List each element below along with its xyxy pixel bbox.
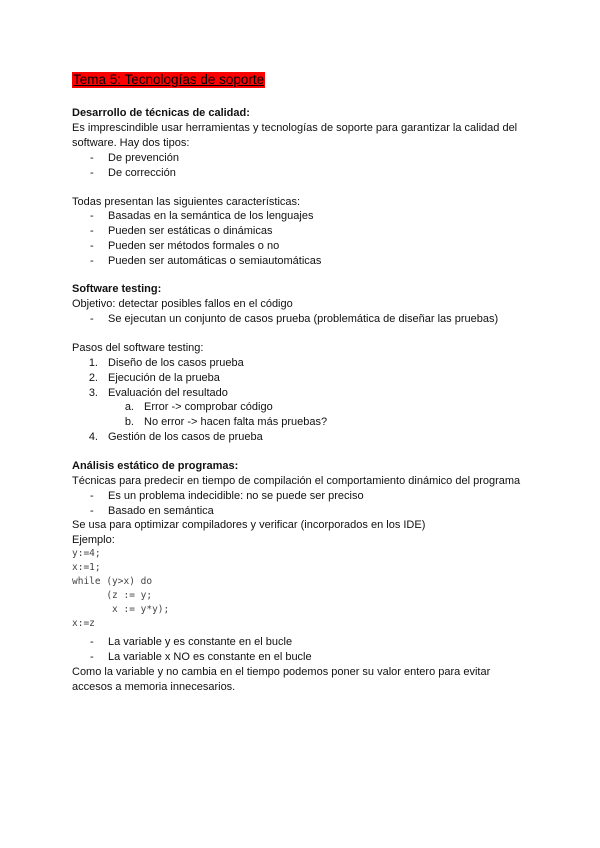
- list-bullet: -: [90, 225, 94, 237]
- list-item: Pueden ser métodos formales o no: [108, 240, 280, 252]
- paragraph-line: software. Hay dos tipos:: [72, 137, 190, 149]
- ordered-item: Evaluación del resultado: [108, 387, 228, 399]
- list-letter: a.: [124, 401, 134, 413]
- list-item: Basado en semántica: [108, 505, 214, 517]
- ordered-subitem: Error -> comprobar código: [144, 401, 273, 413]
- document-title: Tema 5: Tecnologías de soporte: [73, 72, 265, 87]
- list-bullet: -: [90, 651, 94, 663]
- list-item: La variable x NO es constante en el bucle: [108, 651, 312, 663]
- list-item: Es un problema indecidible: no se puede ser preciso: [108, 490, 364, 502]
- list-item: Pueden ser automáticas o semiautomáticas: [108, 255, 322, 267]
- ordered-subitem: No error -> hacen falta más pruebas?: [144, 416, 328, 428]
- list-bullet: -: [90, 313, 94, 325]
- paragraph-line: accesos a memoria innecesarios.: [72, 681, 236, 693]
- section-heading-testing: Software testing:: [72, 283, 162, 295]
- paragraph-line: Pasos del software testing:: [72, 342, 204, 354]
- list-bullet: -: [90, 152, 94, 164]
- list-item: Se ejecutan un conjunto de casos prueba (problemática de diseñar las pruebas): [108, 313, 499, 325]
- list-bullet: -: [90, 255, 94, 267]
- section-heading-quality: Desarrollo de técnicas de calidad:: [72, 107, 250, 119]
- list-bullet: -: [90, 210, 94, 222]
- example-label: Ejemplo:: [72, 534, 115, 546]
- list-bullet: -: [90, 490, 94, 502]
- list-number: 1.: [88, 357, 98, 369]
- paragraph-line: Se usa para optimizar compiladores y verificar (incorporados en los IDE): [72, 519, 426, 531]
- code-line: x:=z: [72, 618, 95, 629]
- section-heading-static-analysis: Análisis estático de programas:: [72, 460, 239, 472]
- code-line: while (y>x) do: [72, 576, 153, 587]
- list-bullet: -: [90, 636, 94, 648]
- ordered-item: Diseño de los casos prueba: [108, 357, 244, 369]
- ordered-item: Ejecución de la prueba: [108, 372, 220, 384]
- list-letter: b.: [124, 416, 134, 428]
- list-bullet: -: [90, 167, 94, 179]
- list-number: 2.: [88, 372, 98, 384]
- paragraph-line: Técnicas para predecir en tiempo de compilación el comportamiento dinámico del programa: [72, 475, 521, 487]
- list-item: La variable y es constante en el bucle: [108, 636, 293, 648]
- list-number: 4.: [88, 431, 98, 443]
- list-item: De corrección: [108, 167, 176, 179]
- list-item: De prevención: [108, 152, 179, 164]
- list-item: Pueden ser estáticas o dinámicas: [108, 225, 273, 237]
- paragraph-line: Todas presentan las siguientes características:: [72, 196, 301, 208]
- list-bullet: -: [90, 240, 94, 252]
- code-line: y:=4;: [72, 548, 101, 559]
- code-line: x:=1;: [72, 562, 101, 573]
- list-bullet: -: [90, 505, 94, 517]
- paragraph-line: Es imprescindible usar herramientas y tecnologías de soporte para garantizar la calidad del: [72, 122, 518, 134]
- list-number: 3.: [88, 387, 98, 399]
- ordered-item: Gestión de los casos de prueba: [108, 431, 263, 443]
- code-line: x := y*y);: [72, 604, 170, 615]
- list-item: Basadas en la semántica de los lenguajes: [108, 210, 314, 222]
- code-line: (z := y;: [72, 590, 153, 601]
- paragraph-line: Objetivo: detectar posibles fallos en el código: [72, 298, 293, 310]
- paragraph-line: Como la variable y no cambia en el tiempo podemos poner su valor entero para evitar: [72, 666, 491, 678]
